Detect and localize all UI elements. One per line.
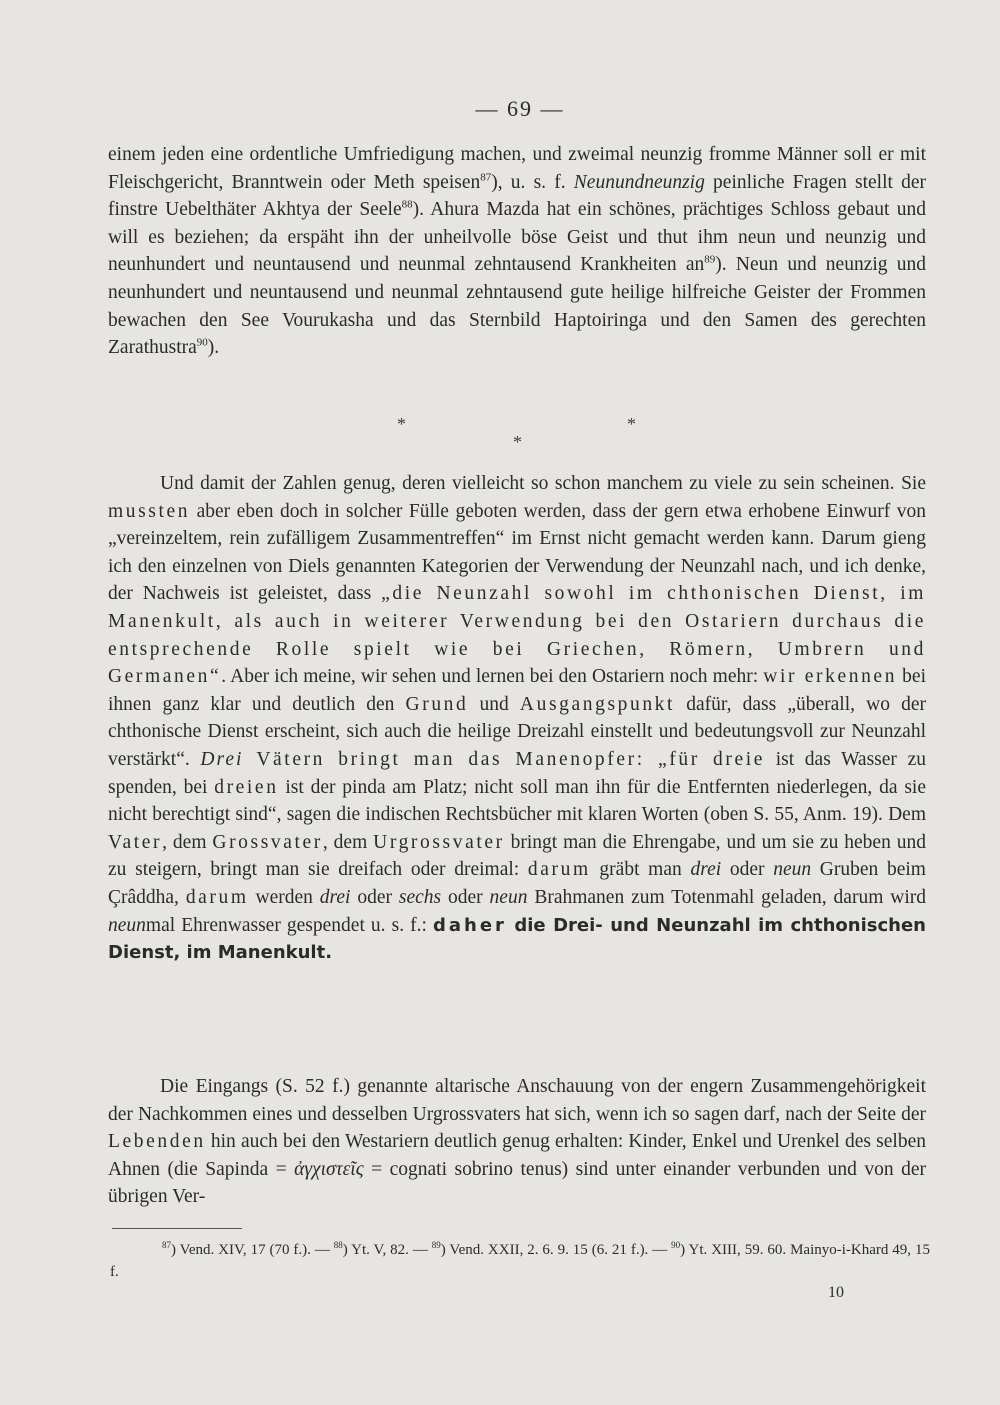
italic-text: Neunundneunzig: [573, 171, 705, 193]
bold-text: die Drei- und Neunzahl im chthonischen Dienst, im Manenkult.: [108, 914, 926, 964]
italic-text: sechs: [398, 886, 442, 908]
footnotes: [110, 1239, 930, 1283]
paragraph-text: Und damit der Zahlen genug, deren vielleicht so schon manchem zu viele zu sein scheinen. Sie mussten aber eben doch in solcher Fülle geboten werden, dass der gern etwa erhobene Einwurf von „vereinzeltem, rein zufälligem Zusammentreffen“ im Ernst nicht gemacht werden kann. Darum gieng ich den einzelnen von Diels genannten Kategorien der Verwendung der Neunzahl nach, und ich denke, der Nachweis ist geleistet, dass „die Neunzahl sowohl im chthonischen Dienst, im Manenkult, als auch in weiterer Verwendung bei den Ostariern durchaus die entsprechende Rolle spielt wie bei Griechen, Römern, Umbrern und Germanen“. Aber ich meine, wir sehen und lernen bei den Ostariern noch mehr: wir erkennen bei ihnen ganz klar und deutlich den Grund und Ausgangspunkt dafür, dass „überall, wo der chthonische Dienst erscheint, sich auch die heilige Dreizahl einstellt und bedeutungsvoll zur Neunzahl verstärkt“. Drei Vätern bringt man das Manenopfer: „für dreie ist das Wasser zu spenden, bei dreien ist der pinda am Platz; nicht soll man ihn für die Entfernten niederlegen, da sie nicht berechtigt sind“, sagen die indischen Rechtsbücher mit klaren Worten (oben S. 55, Anm. 19). Dem Vater, dem Grossvater, dem Urgrossvater bringt man die Ehrengabe, und um sie zu heben und zu steigern, bringt man sie dreifach oder dreimal: darum gräbt man drei oder neun Gruben beim Çrâddha, darum werden drei oder sechs oder neun Brahmanen zum Totenmahl geladen, darum wird neunmal Ehrenwasser gespendet u. s. f.: daher die Drei- und Neunzahl im chthonischen Dienst, im Manenkult.: [108, 473, 927, 964]
paragraph-text: Die Eingangs (S. 52 f.) genannte altarische Anschauung von der engern Zusammengehörigkeit der Nachkommen eines und desselben Urgrossvaters hat sich, wenn ich so sagen darf, nach der Seite der Lebenden hin auch bei den Westariern deutlich genug erhalten: Kinder, Enkel und Urenkel des selben Ahnen (die Sapinda = ἀγχιστεῖς = cognati sobrino tenus) sind unter einander verbunden und von der übrigen Ver-: [108, 1076, 927, 1208]
spaced-text: Lebenden: [108, 1131, 206, 1153]
spaced-text: darum: [185, 886, 249, 908]
italic-text: neun: [489, 886, 528, 908]
footnote-marker: 90: [196, 336, 208, 349]
spaced-text: Urgrossvater: [373, 831, 505, 853]
paragraph-2: [108, 470, 926, 967]
italic-text: drei: [319, 886, 351, 908]
footnote-marker: 90: [671, 1240, 681, 1250]
footnote-text: $^{87}$) Vend. XIV, 17 (70 f.). — $^{88}$) Yt. V, 82. — $^{89}$) Vend. XXII, 2. 6. 9. 15 (6. 21 f.). — $^{90}$) Yt. XIII, 59. 60. Mainyo-i-Khard 49, 15 f.: [110, 1240, 930, 1280]
page-number-header: — 69 —: [475, 96, 565, 121]
italic-text: neun: [108, 914, 146, 936]
spaced-text: dreien: [214, 776, 279, 798]
footnote-marker: 87: [162, 1240, 171, 1250]
spaced-italic-text: Drei: [200, 748, 244, 770]
footnote-marker: 88: [401, 198, 413, 211]
spaced-text: wir erkennen: [763, 666, 898, 688]
spaced-text: Grossvater: [212, 831, 323, 853]
spaced-text: darum: [527, 859, 591, 881]
spaced-text: Ausgangspunkt: [519, 693, 676, 715]
footnote-rule: [112, 1228, 242, 1229]
footnote-marker: 89: [704, 253, 716, 266]
spaced-text: Vater: [108, 831, 163, 853]
asterism-star: *: [627, 414, 636, 434]
asterism-star: *: [397, 414, 406, 434]
footnote-marker: 88: [333, 1240, 343, 1250]
spaced-text: „die Neunzahl sowohl im chthonischen Dienst, im Manenkult, als auch in weiterer Verwendung bei den Ostariern durchaus die entsprechende Rolle spielt wie bei Griechen, Römern, Umbrern und Germanen“: [108, 583, 927, 688]
paragraph-text: einem jeden eine ordentliche Umfriedigung machen, und zweimal neunzig fromme Männer soll er mit Fleischgericht, Branntwein oder Meth speisen$^{87}$), u. s. f. Neunundneunzig peinliche Fragen stellt der finstre Uebelthäter Akhtya der Seele$^{88}$). Ahura Mazda hat ein schönes, prächtiges Schloss gebaut und will es beziehen; da erspäht ihn der unheilvolle böse Geist und thut ihm neun und neunzig und neunhundert und neuntausend und neunmal zehntausend Krankheiten $an^{89}$). Neun und neunzig und neunhundert und neuntausend und neunmal zehntausend gute heilige hilfreiche Geister der Frommen bewachen den See Vourukasha und das Sternbild Haptoiringa und den Samen des gerechten Zarathustra$^{90}$).: [108, 144, 926, 359]
signature-mark: 10: [828, 1284, 844, 1301]
bold-spaced-text: daher: [432, 914, 507, 936]
spaced-text: Grund: [405, 693, 469, 715]
spaced-text: mussten: [108, 500, 191, 522]
paragraph-1: [108, 141, 926, 362]
asterism-star: *: [513, 432, 522, 452]
italic-text: drei: [690, 859, 722, 881]
footnote-marker: 87: [480, 171, 492, 184]
paragraph-3: [108, 1073, 926, 1211]
italic-text: neun: [773, 859, 812, 881]
footnote-marker: 89: [431, 1240, 441, 1250]
spaced-text: Vätern bringt man das Manenopfer: „für dreie: [243, 748, 766, 770]
italic-text: ἀγχιστεῖς: [294, 1158, 364, 1180]
